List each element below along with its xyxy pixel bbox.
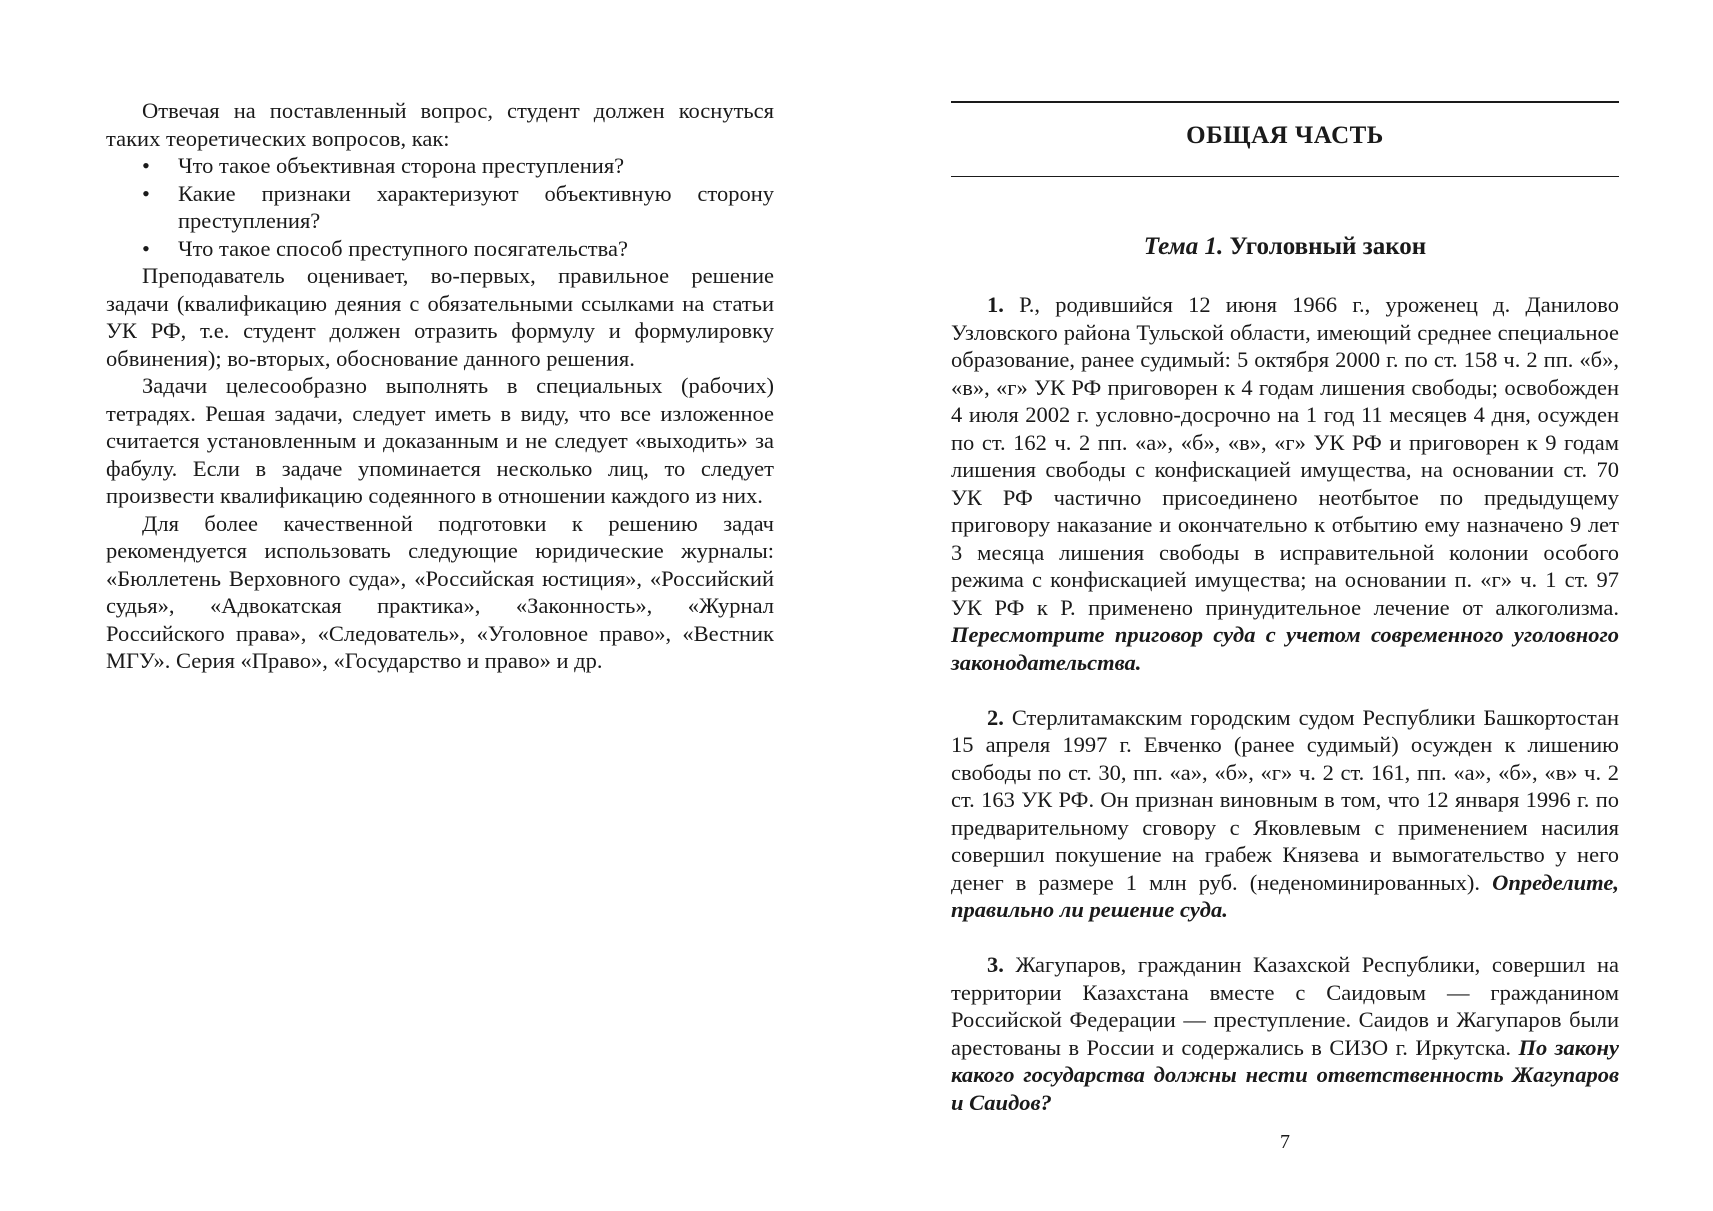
bullet-icon: •: [142, 235, 150, 261]
list-item: [106, 152, 774, 180]
task-number: 1.: [987, 292, 1004, 317]
left-page-body: [106, 97, 774, 675]
theory-questions-list: [106, 152, 774, 262]
section-title: ОБЩАЯ ЧАСТЬ: [1186, 122, 1384, 149]
list-item-text: Что такое объективная сторона преступления?: [178, 153, 625, 178]
list-item-text: Какие признаки характеризуют объективную сторону преступления?: [178, 180, 774, 233]
topic-title: [951, 233, 1619, 261]
header-rule-top: [951, 101, 1619, 103]
workbook-paragraph: Задачи целесообразно выполнять в специальных (рабочих) тетрадях. Решая задачи, следует иметь в виду, что все изложенное считается установленным и доказанным и не следует «выходить» за фабулу. Если в задаче упоминается несколько лиц, то следует произвести квалификацию содеянного в отношении каждого из них.: [106, 373, 774, 508]
bullet-icon: •: [142, 153, 150, 178]
task-2: [951, 704, 1619, 924]
right-page: [856, 0, 1713, 1211]
topic-label: Тема 1.: [1143, 233, 1224, 260]
task-3: [951, 951, 1619, 1116]
topic-name: Уголовный закон: [1229, 233, 1427, 260]
task-number: 3.: [987, 952, 1004, 977]
task-question: Определите, правильно ли решение суда.: [951, 869, 1619, 922]
list-item: [106, 235, 774, 263]
list-item: [106, 180, 774, 235]
task-question: По закону какого государства должны нести ответственность Жагупаров и Саидов?: [951, 1034, 1619, 1115]
tasks-body: [951, 291, 1619, 1116]
left-page: [0, 0, 856, 1211]
task-text: Жагупаров, гражданин Казахской Республики, совершил на территории Казахстана вместе с Саидовым — гражданином Российской Федерации — преступление. Саидов и Жагупаров были арестованы в России и содержались в СИЗО г. Иркутска.: [951, 952, 1619, 1060]
page-number: 7: [1280, 1131, 1290, 1153]
task-number: 2.: [987, 704, 1004, 730]
intro-paragraph: Отвечая на поставленный вопрос, студент должен коснуться таких теоретических вопросов, как:: [106, 98, 774, 151]
header-rule-bottom: [951, 176, 1619, 177]
list-item-text: Что такое способ преступного посягательства?: [178, 235, 628, 261]
evaluation-paragraph: Преподаватель оценивает, во-первых, правильное решение задачи (квалификацию деяния с обязательными ссылками на статьи УК РФ, т.е. студент должен отразить формулу и формулировку обвинения); во-вторых, обоснование данного решения.: [106, 263, 774, 371]
task-1: [951, 291, 1619, 676]
task-question: Пересмотрите приговор суда с учетом современного уголовного законодательства.: [951, 622, 1619, 675]
task-text: Р., родившийся 12 июня 1966 г., уроженец д. Данилово Узловского района Тульской области, имеющий среднее специальное образование, ранее судимый: 5 октября 2000 г. по ст. 158 ч. 2 пп. «б», «в», «г» УК РФ приговорен к 4 годам лишения свободы; освобожден 4 июля 2002 г. условно-досрочно на 1 год 11 месяцев 4 дня, осужден по ст. 162 ч. 2 пп. «а», «б», «в», «г» УК РФ и приговорен к 9 годам лишения свободы с конфискацией имущества, на основании ст. 70 УК РФ частично присоединено неотбытое по предыдущему приговору наказание и окончательно к отбытию ему назначено 9 лет 3 месяца лишения свободы в исправительной колонии особого режима с конфискацией имущества; на основании п. «г» ч. 1 ст. 97 УК РФ к Р. применено принудительное лечение от алкоголизма.: [951, 292, 1619, 620]
task-text: Стерлитамакским городским судом Республики Башкортостан 15 апреля 1997 г. Евченко (ранее судимый) осужден к лишению свободы по ст. 30, пп. «а», «б», «г» ч. 2 ст. 161, пп. «а», «б», «в» ч. 2 ст. 163 УК РФ. Он признан виновным в том, что 12 января 1996 г. по предварительному сговору с Яковлевым с применением насилия совершил покушение на грабеж Князева и вымогательство у него денег в размере 1 млн руб. (неденоминированных).: [951, 704, 1620, 895]
journals-paragraph: Для более качественной подготовки к решению задач рекомендуется использовать следующие юридические журналы: «Бюллетень Верховного суда», «Российская юстиция», «Российский судья», «Адвокатская практика», «Законность», «Журнал Российского права», «Следователь», «Уголовное право», «Вестник МГУ». Серия «Право», «Государство и право» и др.: [106, 510, 774, 673]
bullet-icon: •: [142, 180, 150, 206]
